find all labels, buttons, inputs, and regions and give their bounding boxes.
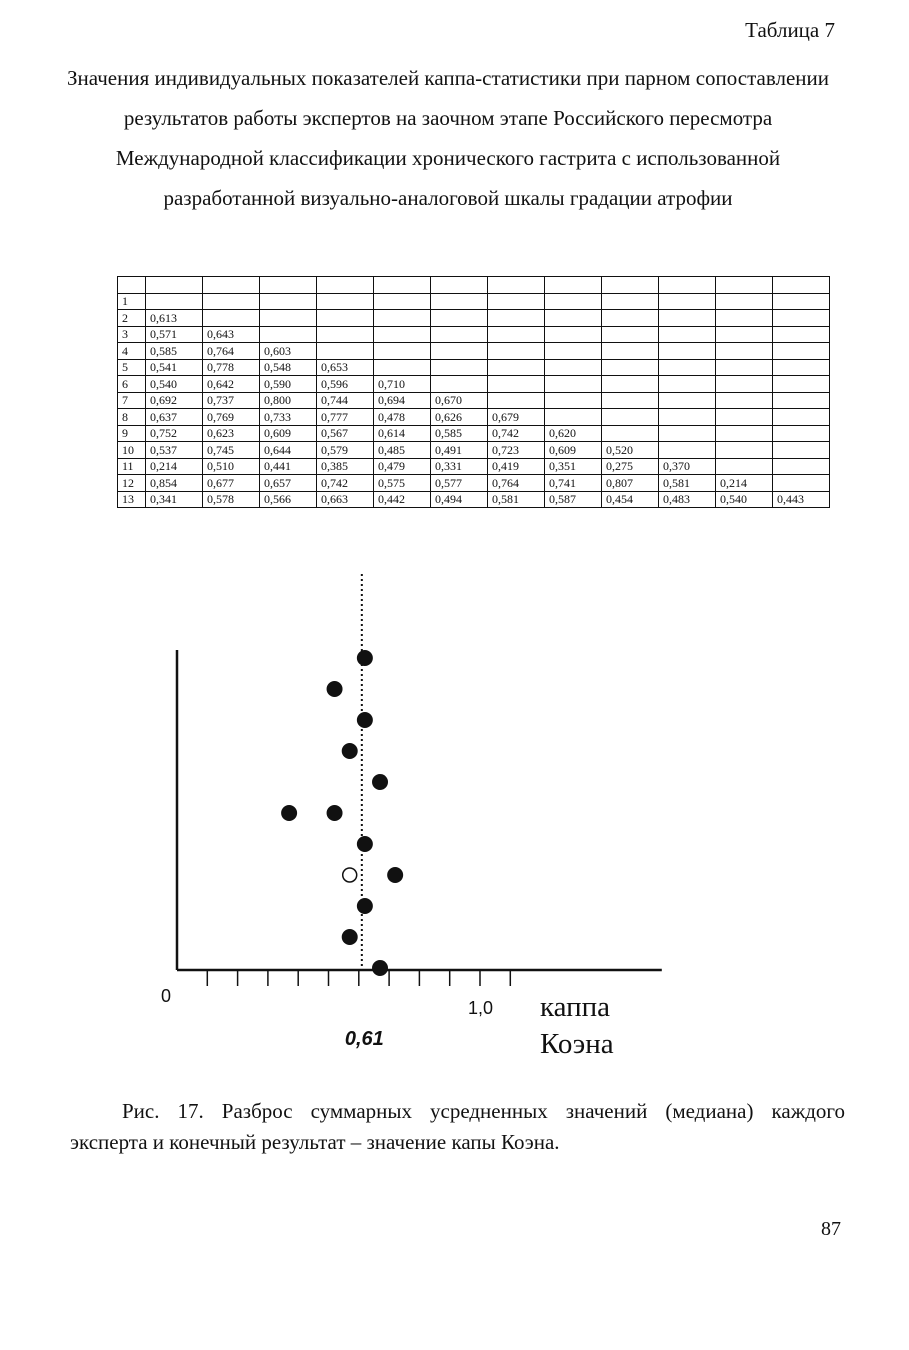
page-number: 87 <box>821 1218 841 1240</box>
kappa-scatter-chart <box>0 560 909 1080</box>
table-cell: 0,385 <box>317 458 374 475</box>
table-cell: 0,577 <box>431 475 488 492</box>
table-cell <box>602 392 659 409</box>
table-cell <box>659 425 716 442</box>
table-cell: 0,510 <box>203 458 260 475</box>
table-cell: 0,571 <box>146 326 203 343</box>
table-cell: 0,742 <box>488 425 545 442</box>
table-cell: 0,578 <box>203 491 260 508</box>
table-cell: 0,214 <box>146 458 203 475</box>
table-cell: 0,331 <box>431 458 488 475</box>
table-label: Таблица 7 <box>745 18 835 42</box>
table-cell <box>431 343 488 360</box>
table-cell: 0,581 <box>488 491 545 508</box>
table-cell: 0,657 <box>260 475 317 492</box>
table-cell: 0,769 <box>203 409 260 426</box>
median-label: 0,61 <box>344 1028 384 1050</box>
row-header-cell: 1 <box>118 293 146 310</box>
table-cell: 0,491 <box>431 442 488 459</box>
table-cell <box>716 376 773 393</box>
row-header-cell <box>118 277 146 294</box>
table-row <box>118 359 830 376</box>
table-row <box>118 458 830 475</box>
row-header-cell: 10 <box>118 442 146 459</box>
table-cell: 0,744 <box>317 392 374 409</box>
table-cell: 0,483 <box>659 491 716 508</box>
table-cell <box>716 458 773 475</box>
table-cell: 0,626 <box>431 409 488 426</box>
table-cell: 0,587 <box>545 491 602 508</box>
table-cell <box>773 326 830 343</box>
table-cell: 0,603 <box>260 343 317 360</box>
table-cell <box>659 343 716 360</box>
row-header-cell: 4 <box>118 343 146 360</box>
table-cell <box>203 310 260 327</box>
table-row <box>118 475 830 492</box>
table-cell <box>317 277 374 294</box>
table-cell <box>545 277 602 294</box>
chart-labels <box>161 986 614 1060</box>
x-tick-label: 1,0 <box>468 998 494 1018</box>
table-cell <box>545 343 602 360</box>
table-cell: 0,643 <box>203 326 260 343</box>
kappa-table <box>117 276 830 508</box>
chart-points <box>281 650 403 976</box>
expert-point <box>387 867 403 883</box>
figure-caption <box>70 1096 845 1158</box>
table-cell: 0,613 <box>146 310 203 327</box>
table-cell <box>146 277 203 294</box>
expert-point <box>281 805 297 821</box>
table-cell: 0,737 <box>203 392 260 409</box>
table-cell <box>773 277 830 294</box>
row-header-cell: 8 <box>118 409 146 426</box>
row-header-cell: 7 <box>118 392 146 409</box>
table-cell <box>773 359 830 376</box>
table-cell: 0,764 <box>203 343 260 360</box>
table-cell: 0,800 <box>260 392 317 409</box>
x-axis-label-line1: каппа <box>540 991 611 1023</box>
row-header-cell: 12 <box>118 475 146 492</box>
table-cell: 0,442 <box>374 491 431 508</box>
table-cell <box>317 326 374 343</box>
table-cell <box>317 310 374 327</box>
table-cell <box>545 376 602 393</box>
table-cell <box>659 409 716 426</box>
expert-point <box>357 650 373 666</box>
table-cell: 0,537 <box>146 442 203 459</box>
table-cell <box>716 425 773 442</box>
table-cell <box>374 359 431 376</box>
table-cell <box>260 310 317 327</box>
table-cell: 0,742 <box>317 475 374 492</box>
table-cell: 0,596 <box>317 376 374 393</box>
table-cell: 0,441 <box>260 458 317 475</box>
table-cell: 0,575 <box>374 475 431 492</box>
table-cell <box>488 359 545 376</box>
expert-point <box>342 743 358 759</box>
row-header-cell: 6 <box>118 376 146 393</box>
table-cell <box>716 442 773 459</box>
table-cell: 0,694 <box>374 392 431 409</box>
expert-point <box>372 774 388 790</box>
table-cell <box>716 392 773 409</box>
table-cell <box>773 343 830 360</box>
table-cell <box>716 359 773 376</box>
table-cell: 0,752 <box>146 425 203 442</box>
table-cell <box>602 343 659 360</box>
table-row <box>118 293 830 310</box>
table-cell <box>431 293 488 310</box>
table-cell <box>602 326 659 343</box>
table-row <box>118 409 830 426</box>
expert-point <box>342 929 358 945</box>
row-header-cell: 2 <box>118 310 146 327</box>
table-cell <box>716 293 773 310</box>
table-cell: 0,585 <box>146 343 203 360</box>
table-cell <box>545 392 602 409</box>
table-cell <box>773 475 830 492</box>
table-cell <box>374 277 431 294</box>
table-cell: 0,609 <box>545 442 602 459</box>
result-point <box>343 868 357 882</box>
table-cell <box>545 326 602 343</box>
table-cell <box>488 326 545 343</box>
table-cell: 0,579 <box>317 442 374 459</box>
table-cell: 0,454 <box>602 491 659 508</box>
table-cell: 0,653 <box>317 359 374 376</box>
table-cell: 0,214 <box>716 475 773 492</box>
table-cell: 0,723 <box>488 442 545 459</box>
table-cell: 0,679 <box>488 409 545 426</box>
table-cell: 0,854 <box>146 475 203 492</box>
expert-point <box>357 898 373 914</box>
table-cell: 0,478 <box>374 409 431 426</box>
table-row <box>118 343 830 360</box>
table-cell: 0,479 <box>374 458 431 475</box>
table-cell <box>716 310 773 327</box>
table-cell: 0,620 <box>545 425 602 442</box>
table-cell <box>431 326 488 343</box>
table-cell: 0,623 <box>203 425 260 442</box>
table-cell <box>659 310 716 327</box>
table-cell <box>602 409 659 426</box>
table-cell <box>488 343 545 360</box>
table-cell <box>659 277 716 294</box>
table-cell: 0,567 <box>317 425 374 442</box>
table-cell: 0,341 <box>146 491 203 508</box>
table-cell <box>773 409 830 426</box>
table-cell <box>659 293 716 310</box>
table-cell <box>602 425 659 442</box>
row-header-cell: 13 <box>118 491 146 508</box>
table-cell <box>602 277 659 294</box>
table-cell <box>374 293 431 310</box>
table-cell <box>659 359 716 376</box>
table-cell: 0,677 <box>203 475 260 492</box>
table-cell <box>260 326 317 343</box>
table-cell <box>602 376 659 393</box>
table-cell: 0,733 <box>260 409 317 426</box>
table-cell <box>716 409 773 426</box>
table-cell <box>773 458 830 475</box>
table-cell: 0,741 <box>545 475 602 492</box>
table-cell <box>716 343 773 360</box>
table-cell <box>488 277 545 294</box>
table-cell <box>203 293 260 310</box>
table-cell: 0,520 <box>602 442 659 459</box>
table-cell: 0,663 <box>317 491 374 508</box>
table-cell: 0,764 <box>488 475 545 492</box>
table-row <box>118 491 830 508</box>
table-cell <box>545 409 602 426</box>
table-cell: 0,807 <box>602 475 659 492</box>
table-cell <box>374 343 431 360</box>
table-cell <box>716 277 773 294</box>
figure-caption-line2: эксперта и конечный результат – значение капы Коэна. <box>70 1130 560 1154</box>
table-cell <box>659 376 716 393</box>
table-cell <box>260 277 317 294</box>
table-cell <box>602 293 659 310</box>
table-row <box>118 425 830 442</box>
table-cell <box>488 310 545 327</box>
table-cell <box>146 293 203 310</box>
table-cell <box>317 293 374 310</box>
table-cell <box>431 359 488 376</box>
table-cell <box>374 310 431 327</box>
figure-caption-line1: Рис. 17. Разброс суммарных усредненных значений (медиана) каждого <box>122 1099 845 1123</box>
table-cell <box>773 293 830 310</box>
row-header-cell: 5 <box>118 359 146 376</box>
expert-point <box>327 681 343 697</box>
table-cell: 0,777 <box>317 409 374 426</box>
table-cell: 0,540 <box>146 376 203 393</box>
table-cell <box>545 293 602 310</box>
table-cell <box>431 310 488 327</box>
table-cell: 0,692 <box>146 392 203 409</box>
table-cell: 0,370 <box>659 458 716 475</box>
table-cell: 0,540 <box>716 491 773 508</box>
table-cell <box>260 293 317 310</box>
chart-ticks <box>207 970 510 986</box>
table-cell: 0,609 <box>260 425 317 442</box>
table-cell <box>431 376 488 393</box>
table-cell: 0,419 <box>488 458 545 475</box>
table-cell <box>773 310 830 327</box>
table-cell <box>488 392 545 409</box>
expert-point <box>372 960 388 976</box>
row-header-cell: 9 <box>118 425 146 442</box>
table-cell <box>317 343 374 360</box>
table-cell: 0,644 <box>260 442 317 459</box>
table-cell <box>716 326 773 343</box>
table-cell <box>545 359 602 376</box>
table-cell <box>773 376 830 393</box>
table-cell <box>602 310 659 327</box>
chart-axes <box>177 650 662 970</box>
table-cell: 0,642 <box>203 376 260 393</box>
table-row <box>118 310 830 327</box>
table-cell: 0,351 <box>545 458 602 475</box>
table-cell <box>659 392 716 409</box>
row-header-cell: 11 <box>118 458 146 475</box>
table-cell: 0,637 <box>146 409 203 426</box>
origin-label: 0 <box>161 986 172 1006</box>
row-header-cell: 3 <box>118 326 146 343</box>
table-cell <box>659 442 716 459</box>
table-cell: 0,581 <box>659 475 716 492</box>
table-cell: 0,548 <box>260 359 317 376</box>
expert-point <box>327 805 343 821</box>
table-cell <box>203 277 260 294</box>
table-row <box>118 392 830 409</box>
table-cell: 0,566 <box>260 491 317 508</box>
table-cell <box>431 277 488 294</box>
table-cell: 0,275 <box>602 458 659 475</box>
table-cell <box>545 310 602 327</box>
table-cell: 0,485 <box>374 442 431 459</box>
table-cell: 0,670 <box>431 392 488 409</box>
table-cell: 0,443 <box>773 491 830 508</box>
x-axis-label-line2: Коэна <box>540 1028 614 1060</box>
table-cell: 0,745 <box>203 442 260 459</box>
table-title: Значения индивидуальных показателей каппа-статистики при парном сопоставлении результатов работы экспертов на заочном этапе Российского пересмотра Международной классификации хронического гастрита с использованной разработанной визуально-аналоговой шкалы градации атрофии <box>67 66 829 210</box>
table-cell: 0,614 <box>374 425 431 442</box>
table-cell: 0,778 <box>203 359 260 376</box>
table-cell: 0,541 <box>146 359 203 376</box>
table-cell <box>773 442 830 459</box>
table-row <box>118 442 830 459</box>
table-cell <box>488 376 545 393</box>
table-row <box>118 326 830 343</box>
table-cell <box>602 359 659 376</box>
table-cell: 0,590 <box>260 376 317 393</box>
table-cell <box>773 392 830 409</box>
table-cell: 0,494 <box>431 491 488 508</box>
expert-point <box>357 712 373 728</box>
table-cell <box>659 326 716 343</box>
table-row <box>118 376 830 393</box>
table-cell <box>773 425 830 442</box>
table-cell <box>488 293 545 310</box>
table-cell: 0,585 <box>431 425 488 442</box>
table-cell <box>374 326 431 343</box>
table-cell: 0,710 <box>374 376 431 393</box>
table-header-row <box>118 277 830 294</box>
expert-point <box>357 836 373 852</box>
